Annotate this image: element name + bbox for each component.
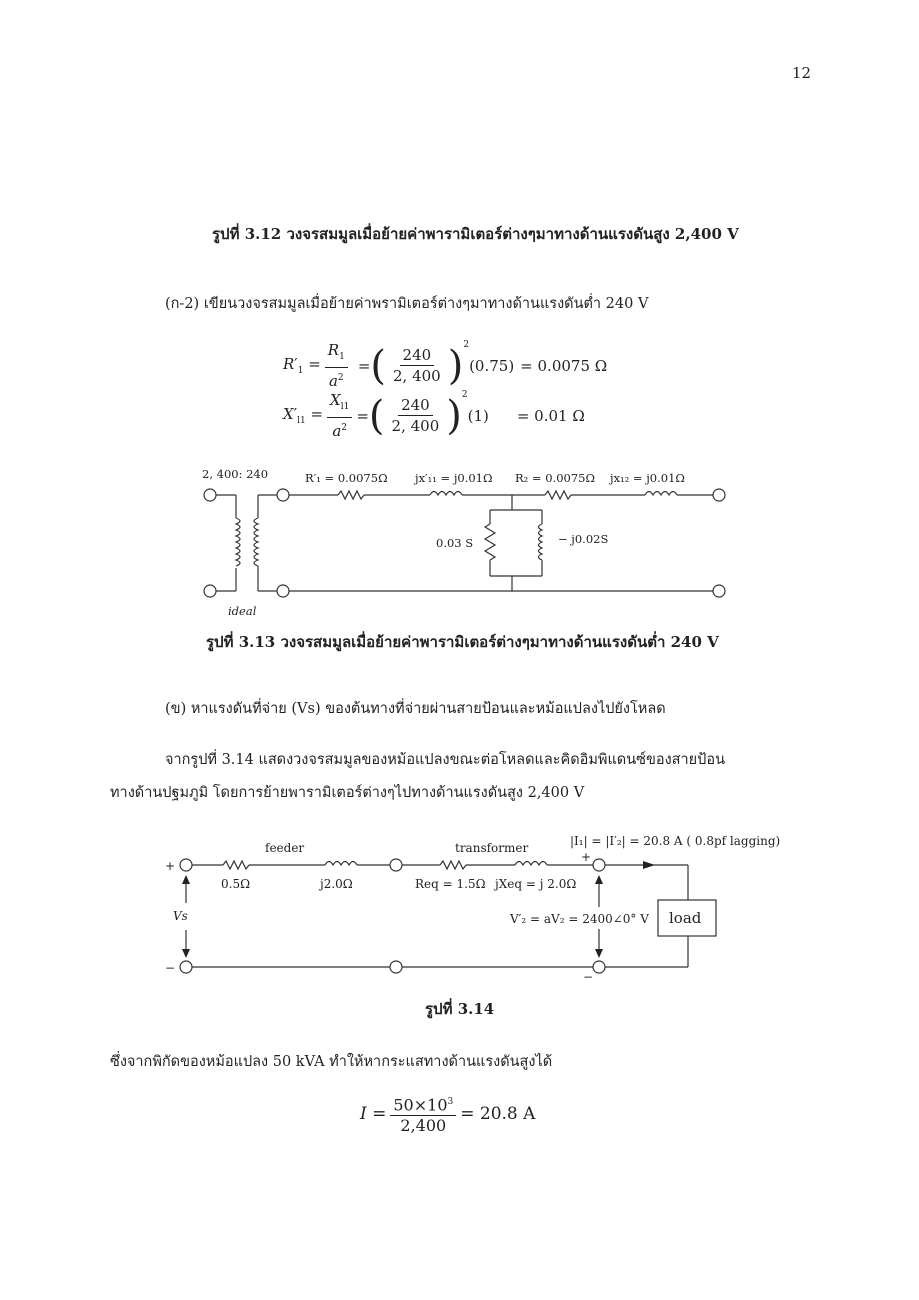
figure-caption-3-13: รูปที่ 3.13 วงจรสมมูลเมื่อย้ายค่าพารามิเตอร์ต่างๆมาทางด้านแรงดันต่ำ 240 V xyxy=(206,633,719,651)
label-x-feeder: j2.0Ω xyxy=(320,877,353,891)
circuit-diagram-3-14 xyxy=(155,815,795,980)
terminal-load-top xyxy=(593,859,605,871)
eq-r1-ratio-num: 240 xyxy=(400,345,435,366)
eq-current-num-exp: 3 xyxy=(447,1097,454,1107)
terminal-transformer-bottom xyxy=(390,961,402,973)
inductor-jx1 xyxy=(430,492,462,496)
vs-arrow-down xyxy=(182,949,190,958)
label-xeq: jXeq = j 2.0Ω xyxy=(495,877,577,891)
v2-arrow-down xyxy=(595,949,603,958)
eq-x1-ratio-den: 2, 400 xyxy=(391,417,440,435)
sign-plus-load: + xyxy=(581,850,592,864)
equation-r1: $R'_1$ = $\frac{R_1}{a^2}$ = ( $\frac{240}{2, 400}$ ) $^2$ (0.75) = 0.0075 Ω xyxy=(283,340,608,390)
secondary-coil xyxy=(254,518,258,566)
shunt-susceptance xyxy=(539,524,543,560)
sign-minus-load: − xyxy=(583,970,594,980)
paragraph-fig314-line2: ทางด้านปฐมภูมิ โดยการย้ายพารามิเตอร์ต่างๆไปทางด้านแรงดันสูง 2,400 V xyxy=(110,785,585,801)
terminal-transformer-top xyxy=(390,859,402,871)
label-req: Req = 1.5Ω xyxy=(415,877,486,891)
terminal-output-top xyxy=(713,489,725,501)
eq-x1-num: X xyxy=(330,391,341,409)
terminal-source-bottom xyxy=(180,961,192,973)
terminal-secondary-bottom xyxy=(277,585,289,597)
label-ideal: ideal xyxy=(228,604,257,618)
shunt-conductance xyxy=(485,524,495,560)
eq-current-result: = 20.8 A xyxy=(460,1104,536,1125)
label-jx1: jx′₁₁ = j0.01Ω xyxy=(415,471,493,485)
eq-current-lhs: I = xyxy=(360,1104,387,1125)
resistor-r1 xyxy=(338,491,364,499)
vs-arrow-up xyxy=(182,875,190,884)
equation-x1: $X'_{l1}$ = $\frac{X_{l1}}{a^2}$ = ( $\frac{240}{2, 400}$ ) $^2$ (1) = 0.01 Ω xyxy=(283,390,585,440)
terminal-secondary-top xyxy=(277,489,289,501)
figure-caption-3-12: รูปที่ 3.12 วงจรสมมูลเมื่อย้ายค่าพารามิเตอร์ต่างๆมาทางด้านแรงดันสูง 2,400 V xyxy=(212,225,739,243)
eq-r1-factor: (0.75) xyxy=(469,356,515,375)
eq-x1-ratio-num: 240 xyxy=(398,395,433,416)
eq-r1-den: a xyxy=(328,372,338,390)
eq-x1-factor: (1) xyxy=(467,406,489,425)
label-feeder: feeder xyxy=(265,841,305,855)
page-number: 12 xyxy=(792,64,812,82)
label-r1: R′₁ = 0.0075Ω xyxy=(305,471,388,485)
terminal-output-bottom xyxy=(713,585,725,597)
paragraph-fig314-line1: จากรูปที่ 3.14 แสดงวงจรสมมูลของหม้อแปลงขณะต่อโหลดและคิดอิมพิแดนซ์ของสายป้อน xyxy=(165,752,725,768)
primary-coil xyxy=(236,518,240,566)
current-arrow xyxy=(643,861,655,869)
inductor-feeder xyxy=(325,862,357,866)
terminal-primary-bottom xyxy=(204,585,216,597)
label-susceptance: − j0.02S xyxy=(558,532,609,546)
eq-current-num: 50×10 xyxy=(393,1095,448,1115)
eq-current-den: 2,400 xyxy=(400,1116,447,1136)
terminal-load-bottom xyxy=(593,961,605,973)
terminal-primary-top xyxy=(204,489,216,501)
sign-minus-source: − xyxy=(165,961,176,975)
label-v2: V′₂ = aV₂ = 2400∠0° V xyxy=(510,912,649,926)
figure-caption-3-14: รูปที่ 3.14 xyxy=(425,1000,495,1018)
label-ratio: 2, 400: 240 xyxy=(202,467,269,481)
eq-r1-lhs: R xyxy=(283,355,295,373)
label-load: load xyxy=(669,909,702,927)
resistor-feeder xyxy=(223,861,249,869)
eq-r1-num: R xyxy=(327,341,340,359)
inductor-jx2 xyxy=(645,492,677,496)
label-vs: Vs xyxy=(173,909,188,923)
label-r2: R₂ = 0.0075Ω xyxy=(515,471,595,485)
eq-r1-ratio-den: 2, 400 xyxy=(393,367,441,385)
label-r-feeder: 0.5Ω xyxy=(221,877,251,891)
eq-x1-result: = 0.01 Ω xyxy=(516,406,585,425)
paragraph-rating: ซึ่งจากพิกัดของหม้อแปลง 50 kVA ทำให้หากระแสทางด้านแรงดันสูงได้ xyxy=(110,1054,553,1070)
sign-plus-source: + xyxy=(165,859,176,873)
equation-current xyxy=(360,1092,535,1136)
eq-x1-den: a xyxy=(332,422,342,440)
paragraph-kh: (ข) หาแรงดันที่จ่าย (Vs) ของต้นทางที่จ่ายผ่านสายป้อนและหม้อแปลงไปยังโหลด xyxy=(165,701,666,717)
label-conductance: 0.03 S xyxy=(436,536,474,550)
v2-arrow-up xyxy=(595,875,603,884)
eq-r1-result: = 0.0075 Ω xyxy=(520,356,608,375)
inductor-xeq xyxy=(515,862,547,866)
paragraph-k2: (ก-2) เขียนวงจรสมมูลเมื่อย้ายค่าพรามิเตอร์ต่างๆมาทางด้านแรงดันต่ำ 240 V xyxy=(165,296,649,312)
resistor-req xyxy=(440,861,466,869)
resistor-r2 xyxy=(545,491,571,499)
eq-x1-lhs: X xyxy=(283,405,294,423)
label-current: |I₁| = |I′₂| = 20.8 A ( 0.8pf lagging) xyxy=(570,834,781,848)
terminal-source-top xyxy=(180,859,192,871)
label-transformer: transformer xyxy=(455,841,529,855)
circuit-diagram-3-13 xyxy=(190,460,735,620)
label-jx2: jx₁₂ = j0.01Ω xyxy=(610,471,685,485)
